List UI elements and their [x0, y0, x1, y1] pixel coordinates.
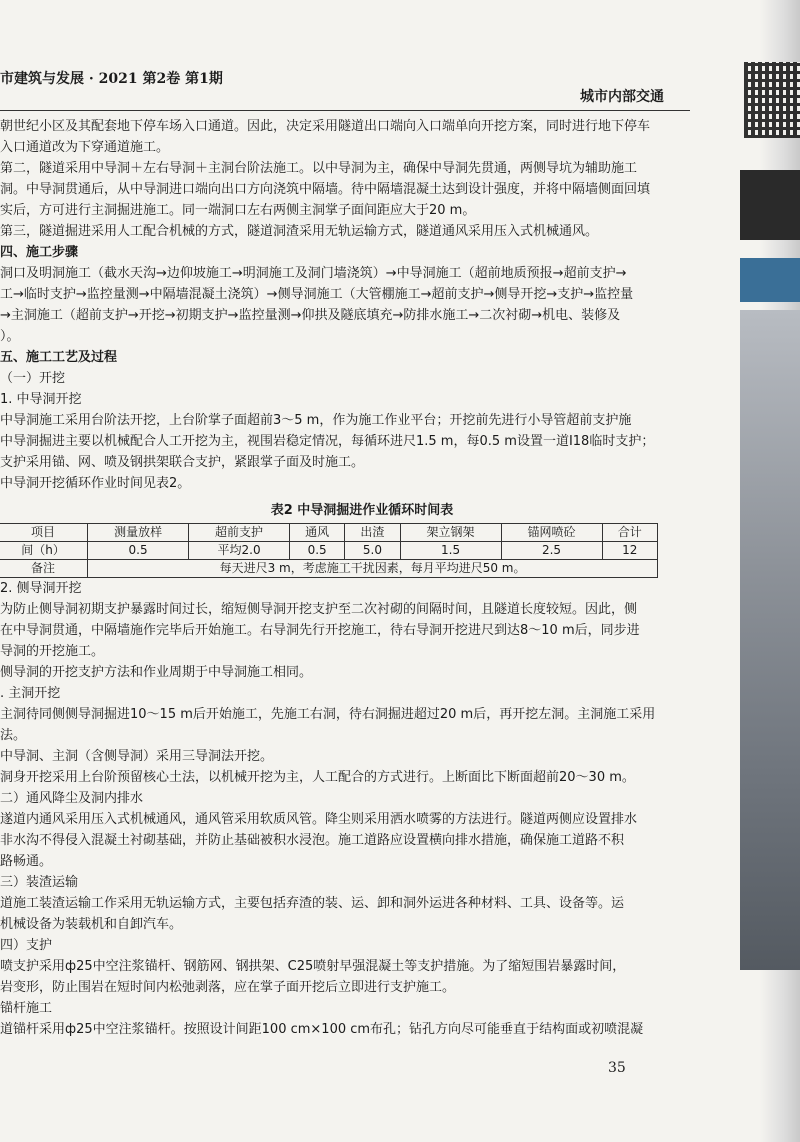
paragraph-line: 侧导洞的开挖支护方法和作业周期于中导洞施工相同。 — [0, 665, 313, 680]
paragraph-line: →主洞施工（超前支护→开挖→初期支护→监控量测→仰拱及隧底填充→防排水施工→二次衬砌→机电、装修及 — [0, 308, 621, 323]
header-rule — [0, 110, 690, 111]
paragraph-line: 法。 — [0, 728, 27, 743]
subsection-heading: 1. 中导洞开挖 — [0, 392, 82, 407]
paragraph-line: 导洞的开挖施工。 — [0, 644, 105, 659]
table-cell: 0.5 — [290, 542, 345, 560]
table-note-label: 备注 — [0, 560, 88, 578]
paragraph-line: 道锚杆采用ф25中空注浆锚杆。按照设计间距100 cm×100 cm布孔；钻孔方向尽可能垂直于结构面或初喷混凝 — [0, 1022, 644, 1037]
paragraph-line: ）。 — [0, 329, 20, 344]
table-header-cell: 超前支护 — [189, 524, 290, 542]
table-cell: 5.0 — [345, 542, 400, 560]
subsection-heading: 四）支护 — [0, 938, 53, 953]
table-caption: 表2 中导洞掘进作业循环时间表 — [270, 503, 454, 518]
article-body — [0, 116, 724, 1040]
subsection-heading: 二）通风降尘及洞内排水 — [0, 791, 144, 806]
paragraph-line: 洞身开挖采用上台阶预留核心土法，以机械开挖为主，人工配合的方式进行。上断面比下断面超前20～30 m。 — [0, 770, 635, 785]
table-cell: 平均2.0 — [189, 542, 290, 560]
table-row — [0, 542, 658, 560]
table-header-cell: 架立钢架 — [400, 524, 501, 542]
paragraph-line: 中导洞开挖循环作业时间见表2。 — [0, 476, 191, 491]
journal-title: 市建筑与发展 · 2021 第2卷 第1期 — [0, 71, 223, 87]
paragraph-line: 实后，方可进行主洞掘进施工。同一端洞口左右两侧主洞掌子面间距应大于20 m。 — [0, 203, 476, 218]
subsection-heading: （一）开挖 — [0, 371, 66, 386]
paragraph-line: 朝世纪小区及其配套地下停车场入口通道。因此，决定采用隧道出口端向入口端单向开挖方案，同时进行地下停车 — [0, 119, 651, 134]
paragraph-line: 为防止侧导洞初期支护暴露时间过长，缩短侧导洞开挖支护至二次衬砌的间隔时间，且隧道长度较短。因此，侧 — [0, 602, 638, 617]
table-header-row — [0, 524, 658, 542]
paragraph-line: 中导洞掘进主要以机械配合人工开挖为主，视围岩稳定情况，每循环进尺1.5 m，每0.5 m设置一道I18临时支护； — [0, 434, 655, 449]
table-header-cell: 项目 — [0, 524, 88, 542]
table-cell: 2.5 — [501, 542, 602, 560]
table-note-row — [0, 560, 658, 578]
table-cell: 0.5 — [88, 542, 189, 560]
table-cell: 1.5 — [400, 542, 501, 560]
table-header-cell: 测量放样 — [88, 524, 189, 542]
paragraph-line: 入口通道改为下穿通道施工。 — [0, 140, 170, 155]
subsection-heading: 2. 侧导洞开挖 — [0, 581, 82, 596]
section-name: 城市内部交通 — [580, 89, 664, 105]
decorative-block — [740, 170, 800, 240]
paragraph-line: 第三，隧道掘进采用人工配合机械的方式，隧道洞渣采用无轨运输方式，隧道通风采用压入式机械通风。 — [0, 224, 599, 239]
table-header-cell: 通风 — [290, 524, 345, 542]
paragraph-line: 工→临时支护→监控量测→中隔墙混凝土浇筑）→侧导洞施工（大管棚施工→超前支护→侧导开挖→支护→监控量 — [0, 287, 634, 302]
subsection-heading: 锚杆施工 — [0, 1001, 53, 1016]
page-number: 35 — [608, 1060, 626, 1076]
decorative-band — [740, 258, 800, 302]
paragraph-line: 机械设备为装载机和自卸汽车。 — [0, 917, 183, 932]
table-header-cell: 锚网喷砼 — [501, 524, 602, 542]
paragraph-line: 在中导洞贯通，中隔墙施作完毕后开始施工。右导洞先行开挖施工，待右导洞开挖进尺到达8～10 m后，同步进 — [0, 623, 640, 638]
table-header-cell: 出渣 — [345, 524, 400, 542]
paragraph-line: 支护采用锚、网、喷及钢拱架联合支护，紧跟掌子面及时施工。 — [0, 455, 365, 470]
running-header — [0, 64, 690, 105]
paragraph-line: 喷支护采用ф25中空注浆锚杆、钢筋网、钢拱架、C25喷射早强混凝土等支护措施。为了缩短围岩暴露时间， — [0, 959, 626, 974]
table-header-cell: 合计 — [602, 524, 658, 542]
table-cell: 间（h） — [0, 542, 88, 560]
city-photo-strip — [740, 310, 800, 970]
subsection-heading: . 主洞开挖 — [0, 686, 61, 701]
paragraph-line: 道施工装渣运输工作采用无轨运输方式，主要包括弃渣的装、运、卸和洞外运进各种材料、工具、设备等。运 — [0, 896, 625, 911]
cycle-time-table — [0, 523, 658, 578]
paragraph-line: 中导洞、主洞（含侧导洞）采用三导洞法开挖。 — [0, 749, 274, 764]
table-cell: 12 — [602, 542, 658, 560]
qr-code-icon — [744, 62, 800, 138]
paragraph-line: 主洞待同侧侧导洞掘进10～15 m后开始施工，先施工右洞，待右洞掘进超过20 m后，再开挖左洞。主洞施工采用 — [0, 707, 656, 722]
paragraph-line: 中导洞施工采用台阶法开挖，上台阶掌子面超前3～5 m，作为施工作业平台；开挖前先进行小导管超前支护施 — [0, 413, 632, 428]
section-heading: 五、施工工艺及过程 — [0, 350, 118, 365]
paragraph-line: 洞口及明洞施工（截水天沟→边仰坡施工→明洞施工及洞门墙浇筑）→中导洞施工（超前地质预报→超前支护→ — [0, 266, 627, 281]
cover-edge-decoration — [740, 170, 800, 970]
paragraph-line: 路畅通。 — [0, 854, 53, 869]
paragraph-line: 非水沟不得侵入混凝土衬砌基础，并防止基础被积水浸泡。施工道路应设置横向排水措施，确保施工道路不积 — [0, 833, 625, 848]
subsection-heading: 三）装渣运输 — [0, 875, 79, 890]
paragraph-line: 洞。中导洞贯通后，从中导洞进口端向出口方向浇筑中隔墙。待中隔墙混凝土达到设计强度，并将中隔墙侧面回填 — [0, 182, 651, 197]
table-note: 每天进尺3 m，考虑施工干扰因素，每月平均进尺50 m。 — [88, 560, 658, 578]
paragraph-line: 第二，隧道采用中导洞＋左右导洞＋主洞台阶法施工。以中导洞为主，确保中导洞先贯通，两侧导坑为辅助施工 — [0, 161, 638, 176]
section-heading: 四、施工步骤 — [0, 245, 79, 260]
paragraph-line: 岩变形，防止围岩在短时间内松弛剥落，应在掌子面开挖后立即进行支护施工。 — [0, 980, 456, 995]
paragraph-line: 遂道内通风采用压入式机械通风，通风管采用软质风管。降尘则采用洒水喷雾的方法进行。隧道两侧应设置排水 — [0, 812, 638, 827]
